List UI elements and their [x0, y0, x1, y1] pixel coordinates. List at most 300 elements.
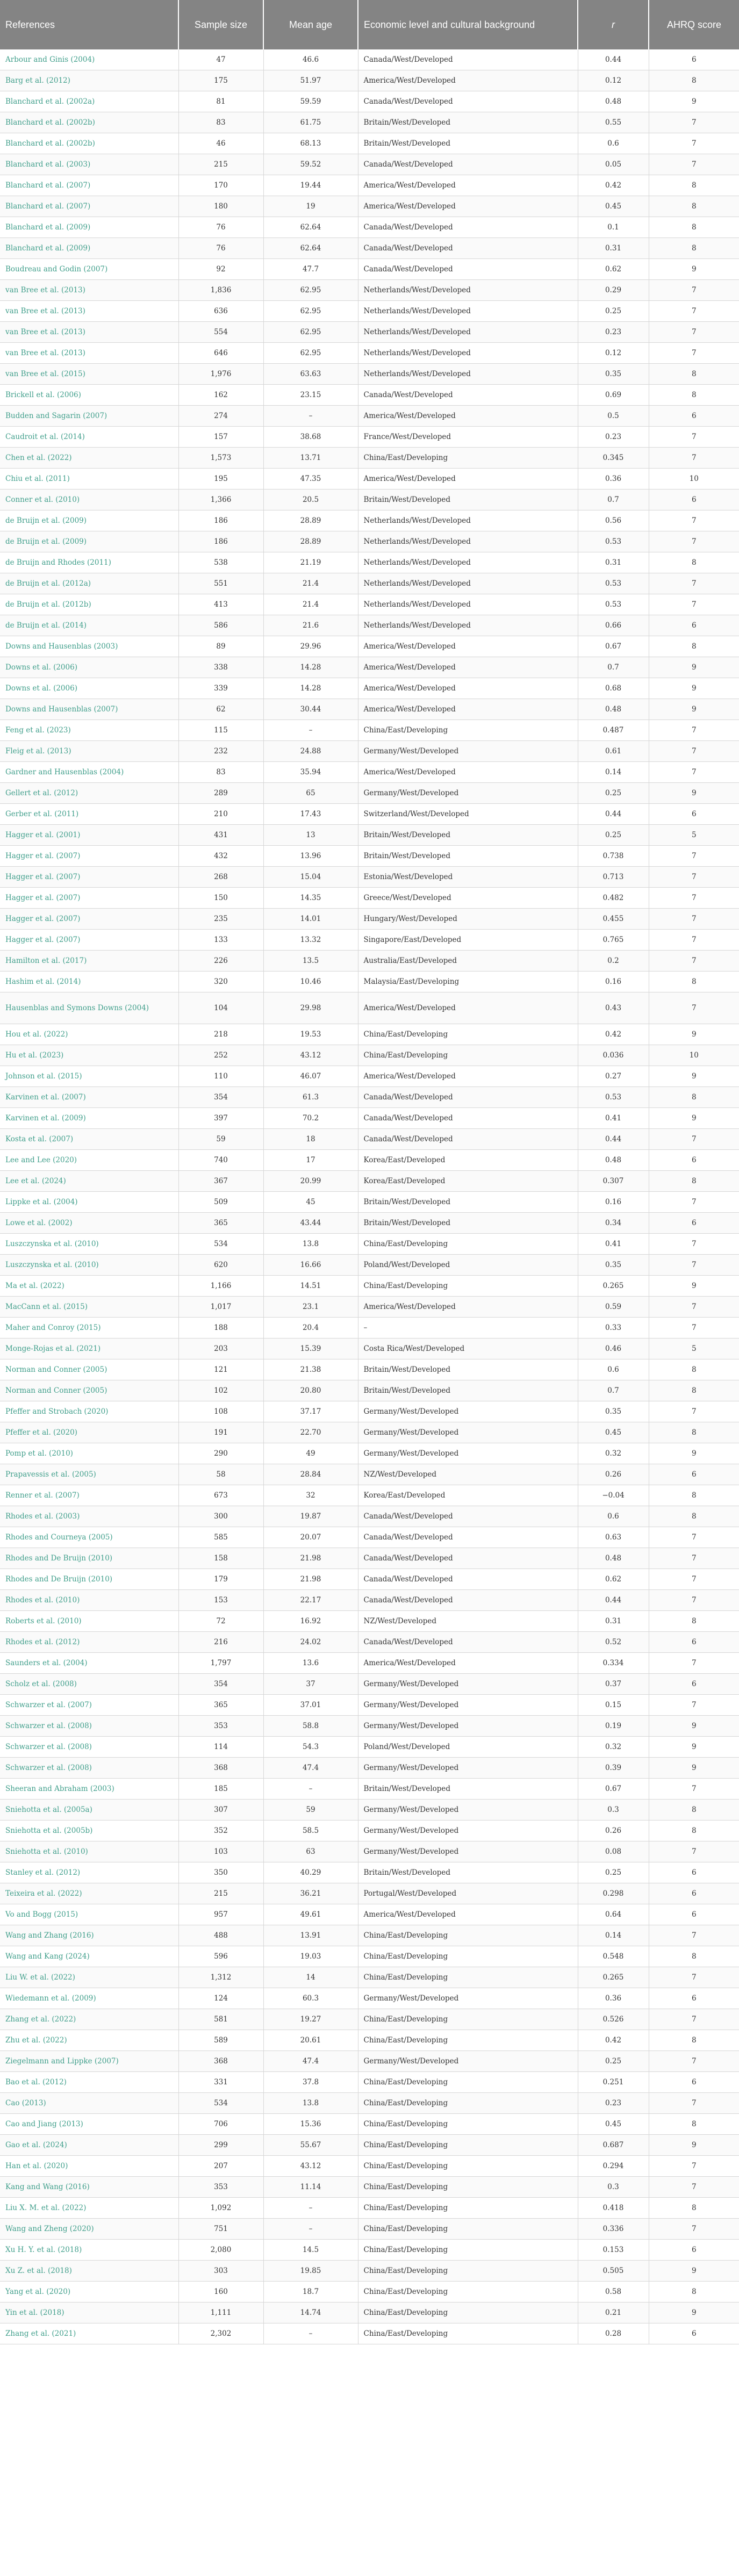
reference-link[interactable]: Lee and Lee (2020)	[0, 1150, 178, 1171]
reference-link[interactable]: Johnson et al. (2015)	[0, 1066, 178, 1087]
reference-link[interactable]: Hagger et al. (2007)	[0, 867, 178, 888]
economic-level-cell: Britain/West/Developed	[358, 1192, 578, 1213]
reference-link[interactable]: Hagger et al. (2007)	[0, 909, 178, 930]
sample-size-cell: 104	[178, 992, 263, 1024]
mean-age-cell: 58.8	[263, 1716, 358, 1737]
reference-link[interactable]: Kosta et al. (2007)	[0, 1129, 178, 1150]
ahrq-score-cell: 7	[649, 133, 739, 154]
reference-link[interactable]: Maher and Conroy (2015)	[0, 1318, 178, 1339]
reference-link[interactable]: Blanchard et al. (2007)	[0, 175, 178, 196]
mean-age-cell: 37.17	[263, 1401, 358, 1422]
ahrq-score-cell: 7	[649, 2219, 739, 2240]
reference-link[interactable]: Luszczynska et al. (2010)	[0, 1234, 178, 1255]
r-cell: 0.35	[578, 364, 649, 385]
header-economic-level: Economic level and cultural background	[358, 0, 578, 49]
r-cell: 0.15	[578, 1695, 649, 1716]
ahrq-score-cell: 7	[649, 1569, 739, 1590]
reference-link[interactable]: de Bruijn and Rhodes (2011)	[0, 552, 178, 573]
reference-link[interactable]: Downs and Hausenblas (2007)	[0, 699, 178, 720]
table-row	[0, 531, 739, 552]
reference-link[interactable]: Sheeran and Abraham (2003)	[0, 1779, 178, 1800]
reference-link[interactable]: Cao (2013)	[0, 2093, 178, 2114]
ahrq-score-cell: 8	[649, 2114, 739, 2135]
sample-size-cell: 124	[178, 1988, 263, 2009]
sample-size-cell: 47	[178, 49, 263, 70]
table-row	[0, 2302, 739, 2323]
reference-link[interactable]: Hou et al. (2022)	[0, 1024, 178, 1045]
economic-level-cell: Netherlands/West/Developed	[358, 552, 578, 573]
reference-link[interactable]: Schwarzer et al. (2008)	[0, 1758, 178, 1779]
reference-link[interactable]: Xu Z. et al. (2018)	[0, 2261, 178, 2282]
sample-size-cell: 158	[178, 1548, 263, 1569]
sample-size-cell: 59	[178, 1129, 263, 1150]
reference-link[interactable]: Rhodes et al. (2003)	[0, 1506, 178, 1527]
reference-link[interactable]: Blanchard et al. (2003)	[0, 154, 178, 175]
mean-age-cell: –	[263, 2323, 358, 2344]
reference-link[interactable]: Xu H. Y. et al. (2018)	[0, 2240, 178, 2261]
reference-link[interactable]: Blanchard et al. (2002a)	[0, 91, 178, 112]
reference-link[interactable]: Liu W. et al. (2022)	[0, 1967, 178, 1988]
reference-link[interactable]: Kang and Wang (2016)	[0, 2177, 178, 2198]
mean-age-cell: 13	[263, 825, 358, 846]
reference-link[interactable]: Sniehotta et al. (2010)	[0, 1841, 178, 1862]
economic-level-cell: China/East/Developing	[358, 2156, 578, 2177]
r-cell: 0.14	[578, 1925, 649, 1946]
sample-size-cell: 115	[178, 720, 263, 741]
sample-size-cell: 160	[178, 2282, 263, 2302]
table-row	[0, 364, 739, 385]
economic-level-cell: Netherlands/West/Developed	[358, 343, 578, 364]
economic-level-cell: Poland/West/Developed	[358, 1737, 578, 1758]
sample-size-cell: 354	[178, 1087, 263, 1108]
mean-age-cell: 16.92	[263, 1611, 358, 1632]
economic-level-cell: Britain/West/Developed	[358, 1359, 578, 1380]
reference-link[interactable]: Wang and Zhang (2016)	[0, 1925, 178, 1946]
economic-level-cell: China/East/Developing	[358, 1024, 578, 1045]
reference-link[interactable]: Cao and Jiang (2013)	[0, 2114, 178, 2135]
ahrq-score-cell: 7	[649, 930, 739, 951]
reference-link[interactable]: Norman and Conner (2005)	[0, 1359, 178, 1380]
economic-level-cell: Germany/West/Developed	[358, 1401, 578, 1422]
reference-link[interactable]: Rhodes et al. (2010)	[0, 1590, 178, 1611]
economic-level-cell: America/West/Developed	[358, 1297, 578, 1318]
reference-link[interactable]: Arbour and Ginis (2004)	[0, 49, 178, 70]
reference-link[interactable]: Rhodes et al. (2012)	[0, 1632, 178, 1653]
reference-link[interactable]: de Bruijn et al. (2009)	[0, 510, 178, 531]
economic-level-cell: Britain/West/Developed	[358, 112, 578, 133]
reference-link[interactable]: Ma et al. (2022)	[0, 1276, 178, 1297]
reference-link[interactable]: Blanchard et al. (2002b)	[0, 133, 178, 154]
mean-age-cell: 62.64	[263, 238, 358, 259]
r-cell: 0.29	[578, 280, 649, 301]
sample-size-cell: 103	[178, 1841, 263, 1862]
economic-level-cell: Germany/West/Developed	[358, 1800, 578, 1821]
r-cell: 0.08	[578, 1841, 649, 1862]
r-cell: 0.23	[578, 322, 649, 343]
economic-level-cell: Canada/West/Developed	[358, 238, 578, 259]
mean-age-cell: –	[263, 2198, 358, 2219]
reference-link[interactable]: Rhodes and Courneya (2005)	[0, 1527, 178, 1548]
reference-link[interactable]: Luszczynska et al. (2010)	[0, 1255, 178, 1276]
r-cell: 0.526	[578, 2009, 649, 2030]
reference-link[interactable]: Saunders et al. (2004)	[0, 1653, 178, 1674]
r-cell: 0.32	[578, 1737, 649, 1758]
sample-size-cell: 673	[178, 1485, 263, 1506]
reference-link[interactable]: Bao et al. (2012)	[0, 2072, 178, 2093]
reference-link[interactable]: Lowe et al. (2002)	[0, 1213, 178, 1234]
reference-link[interactable]: Hu et al. (2023)	[0, 1045, 178, 1066]
sample-size-cell: 488	[178, 1925, 263, 1946]
table-row	[0, 469, 739, 490]
mean-age-cell: 47.35	[263, 469, 358, 490]
sample-size-cell: 289	[178, 783, 263, 804]
sample-size-cell: 268	[178, 867, 263, 888]
reference-link[interactable]: Downs et al. (2006)	[0, 657, 178, 678]
ahrq-score-cell: 8	[649, 70, 739, 91]
mean-age-cell: 61.75	[263, 112, 358, 133]
ahrq-score-cell: 7	[649, 2156, 739, 2177]
reference-link[interactable]: Gao et al. (2024)	[0, 2135, 178, 2156]
economic-level-cell: China/East/Developing	[358, 2282, 578, 2302]
reference-link[interactable]: Conner et al. (2010)	[0, 490, 178, 510]
table-row	[0, 2261, 739, 2282]
reference-link[interactable]: Gellert et al. (2012)	[0, 783, 178, 804]
mean-age-cell: 19.27	[263, 2009, 358, 2030]
sample-size-cell: 83	[178, 112, 263, 133]
r-cell: 0.05	[578, 154, 649, 175]
table-row	[0, 448, 739, 469]
mean-age-cell: 62.95	[263, 343, 358, 364]
ahrq-score-cell: 7	[649, 594, 739, 615]
reference-link[interactable]: Hagger et al. (2001)	[0, 825, 178, 846]
reference-link[interactable]: Norman and Conner (2005)	[0, 1380, 178, 1401]
reference-link[interactable]: Blanchard et al. (2007)	[0, 196, 178, 217]
mean-age-cell: 14.51	[263, 1276, 358, 1297]
reference-link[interactable]: Blanchard et al. (2009)	[0, 238, 178, 259]
reference-link[interactable]: Hashim et al. (2014)	[0, 972, 178, 992]
r-cell: 0.307	[578, 1171, 649, 1192]
sample-size-cell: 365	[178, 1695, 263, 1716]
reference-link[interactable]: van Bree et al. (2013)	[0, 280, 178, 301]
reference-link[interactable]: Roberts et al. (2010)	[0, 1611, 178, 1632]
reference-link[interactable]: Monge-Rojas et al. (2021)	[0, 1339, 178, 1359]
reference-link[interactable]: Scholz et al. (2008)	[0, 1674, 178, 1695]
sample-size-cell: 1,312	[178, 1967, 263, 1988]
reference-link[interactable]: van Bree et al. (2013)	[0, 343, 178, 364]
mean-age-cell: 62.95	[263, 280, 358, 301]
ahrq-score-cell: 7	[649, 1548, 739, 1569]
mean-age-cell: 14.5	[263, 2240, 358, 2261]
table-row	[0, 1925, 739, 1946]
reference-link[interactable]: Budden and Sagarin (2007)	[0, 406, 178, 427]
economic-level-cell: China/East/Developing	[358, 1045, 578, 1066]
reference-link[interactable]: Fleig et al. (2013)	[0, 741, 178, 762]
economic-level-cell: China/East/Developing	[358, 2093, 578, 2114]
sample-size-cell: 354	[178, 1674, 263, 1695]
sample-size-cell: 534	[178, 1234, 263, 1255]
mean-age-cell: 45	[263, 1192, 358, 1213]
table-row	[0, 154, 739, 175]
reference-link[interactable]: Schwarzer et al. (2007)	[0, 1695, 178, 1716]
reference-link[interactable]: Zhu et al. (2022)	[0, 2030, 178, 2051]
sample-size-cell: 207	[178, 2156, 263, 2177]
reference-link[interactable]: Ziegelmann and Lippke (2007)	[0, 2051, 178, 2072]
table-row	[0, 1967, 739, 1988]
r-cell: 0.62	[578, 259, 649, 280]
sample-size-cell: 185	[178, 1779, 263, 1800]
ahrq-score-cell: 8	[649, 1800, 739, 1821]
reference-link[interactable]: Wang and Kang (2024)	[0, 1946, 178, 1967]
reference-link[interactable]: van Bree et al. (2015)	[0, 364, 178, 385]
reference-link[interactable]: de Bruijn et al. (2012b)	[0, 594, 178, 615]
reference-link[interactable]: Wang and Zheng (2020)	[0, 2219, 178, 2240]
table-row	[0, 1045, 739, 1066]
table-row	[0, 1129, 739, 1150]
mean-age-cell: 54.3	[263, 1737, 358, 1758]
ahrq-score-cell: 8	[649, 2282, 739, 2302]
reference-link[interactable]: Hausenblas and Symons Downs (2004)	[0, 992, 178, 1024]
economic-level-cell: NZ/West/Developed	[358, 1611, 578, 1632]
r-cell: 0.455	[578, 909, 649, 930]
r-cell: 0.713	[578, 867, 649, 888]
sample-size-cell: 274	[178, 406, 263, 427]
mean-age-cell: 19	[263, 196, 358, 217]
reference-link[interactable]: Caudroit et al. (2014)	[0, 427, 178, 448]
table-row	[0, 2030, 739, 2051]
reference-link[interactable]: Vo and Bogg (2015)	[0, 1904, 178, 1925]
reference-link[interactable]: van Bree et al. (2013)	[0, 301, 178, 322]
mean-age-cell: –	[263, 406, 358, 427]
table-row	[0, 1904, 739, 1925]
mean-age-cell: 19.44	[263, 175, 358, 196]
sample-size-cell: 195	[178, 469, 263, 490]
economic-level-cell: Canada/West/Developed	[358, 49, 578, 70]
sample-size-cell: 397	[178, 1108, 263, 1129]
economic-level-cell: Germany/West/Developed	[358, 1758, 578, 1779]
reference-link[interactable]: Sniehotta et al. (2005b)	[0, 1821, 178, 1841]
ahrq-score-cell: 7	[649, 154, 739, 175]
table-row	[0, 1695, 739, 1716]
table-row	[0, 2282, 739, 2302]
ahrq-score-cell: 7	[649, 720, 739, 741]
reference-link[interactable]: Yin et al. (2018)	[0, 2302, 178, 2323]
sample-size-cell: 751	[178, 2219, 263, 2240]
sample-size-cell: 1,166	[178, 1276, 263, 1297]
r-cell: 0.687	[578, 2135, 649, 2156]
r-cell: 0.345	[578, 448, 649, 469]
economic-level-cell: Hungary/West/Developed	[358, 909, 578, 930]
reference-link[interactable]: Hamilton et al. (2017)	[0, 951, 178, 972]
ahrq-score-cell: 7	[649, 888, 739, 909]
ahrq-score-cell: 7	[649, 427, 739, 448]
ahrq-score-cell: 7	[649, 2009, 739, 2030]
reference-link[interactable]: Lee et al. (2024)	[0, 1171, 178, 1192]
reference-link[interactable]: Barg et al. (2012)	[0, 70, 178, 91]
ahrq-score-cell: 9	[649, 259, 739, 280]
economic-level-cell: Korea/East/Developed	[358, 1150, 578, 1171]
reference-link[interactable]: Sniehotta et al. (2005a)	[0, 1800, 178, 1821]
reference-link[interactable]: Han et al. (2020)	[0, 2156, 178, 2177]
ahrq-score-cell: 8	[649, 1422, 739, 1443]
ahrq-score-cell: 8	[649, 1359, 739, 1380]
reference-link[interactable]: Gerber et al. (2011)	[0, 804, 178, 825]
sample-size-cell: 353	[178, 2177, 263, 2198]
reference-link[interactable]: Hagger et al. (2007)	[0, 888, 178, 909]
table-row	[0, 196, 739, 217]
mean-age-cell: 21.4	[263, 594, 358, 615]
reference-link[interactable]: Rhodes and De Bruijn (2010)	[0, 1569, 178, 1590]
economic-level-cell: Germany/West/Developed	[358, 1716, 578, 1737]
ahrq-score-cell: 8	[649, 1821, 739, 1841]
economic-level-cell: Germany/West/Developed	[358, 2051, 578, 2072]
r-cell: 0.32	[578, 1443, 649, 1464]
table-row	[0, 615, 739, 636]
r-cell: 0.53	[578, 531, 649, 552]
reference-link[interactable]: Renner et al. (2007)	[0, 1485, 178, 1506]
r-cell: 0.6	[578, 1506, 649, 1527]
ahrq-score-cell: 8	[649, 217, 739, 238]
ahrq-score-cell: 7	[649, 448, 739, 469]
sample-size-cell: 353	[178, 1716, 263, 1737]
reference-link[interactable]: Lippke et al. (2004)	[0, 1192, 178, 1213]
reference-link[interactable]: Pomp et al. (2010)	[0, 1443, 178, 1464]
reference-link[interactable]: Downs and Hausenblas (2003)	[0, 636, 178, 657]
ahrq-score-cell: 5	[649, 1339, 739, 1359]
mean-age-cell: 14.35	[263, 888, 358, 909]
reference-link[interactable]: Zhang et al. (2021)	[0, 2323, 178, 2344]
reference-link[interactable]: Stanley et al. (2012)	[0, 1862, 178, 1883]
r-cell: 0.16	[578, 972, 649, 992]
ahrq-score-cell: 9	[649, 1276, 739, 1297]
table-row	[0, 1548, 739, 1569]
sample-size-cell: 1,092	[178, 2198, 263, 2219]
sample-size-cell: 180	[178, 196, 263, 217]
mean-age-cell: 16.66	[263, 1255, 358, 1276]
reference-link[interactable]: MacCann et al. (2015)	[0, 1297, 178, 1318]
reference-link[interactable]: Schwarzer et al. (2008)	[0, 1737, 178, 1758]
reference-link[interactable]: Karvinen et al. (2007)	[0, 1087, 178, 1108]
ahrq-score-cell: 8	[649, 2198, 739, 2219]
reference-link[interactable]: Chiu et al. (2011)	[0, 469, 178, 490]
reference-link[interactable]: Yang et al. (2020)	[0, 2282, 178, 2302]
r-cell: 0.31	[578, 238, 649, 259]
table-row	[0, 238, 739, 259]
reference-link[interactable]: Hagger et al. (2007)	[0, 846, 178, 867]
reference-link[interactable]: de Bruijn et al. (2012a)	[0, 573, 178, 594]
table-row	[0, 1946, 739, 1967]
economic-level-cell: Britain/West/Developed	[358, 846, 578, 867]
mean-age-cell: 62.95	[263, 301, 358, 322]
table-row	[0, 510, 739, 531]
reference-link[interactable]: Schwarzer et al. (2008)	[0, 1716, 178, 1737]
ahrq-score-cell: 7	[649, 867, 739, 888]
reference-link[interactable]: Karvinen et al. (2009)	[0, 1108, 178, 1129]
reference-link[interactable]: Wiedemann et al. (2009)	[0, 1988, 178, 2009]
ahrq-score-cell: 8	[649, 364, 739, 385]
r-cell: 0.294	[578, 2156, 649, 2177]
ahrq-score-cell: 9	[649, 2261, 739, 2282]
economic-level-cell: America/West/Developed	[358, 762, 578, 783]
mean-age-cell: 28.89	[263, 510, 358, 531]
economic-level-cell: America/West/Developed	[358, 70, 578, 91]
mean-age-cell: 22.70	[263, 1422, 358, 1443]
mean-age-cell: 47.4	[263, 1758, 358, 1779]
ahrq-score-cell: 9	[649, 678, 739, 699]
reference-link[interactable]: Hagger et al. (2007)	[0, 930, 178, 951]
ahrq-score-cell: 7	[649, 1401, 739, 1422]
reference-link[interactable]: Prapavessis et al. (2005)	[0, 1464, 178, 1485]
mean-age-cell: 22.17	[263, 1590, 358, 1611]
ahrq-score-cell: 7	[649, 1967, 739, 1988]
economic-level-cell: China/East/Developing	[358, 1276, 578, 1297]
r-cell: 0.53	[578, 573, 649, 594]
reference-link[interactable]: Teixeira et al. (2022)	[0, 1883, 178, 1904]
reference-link[interactable]: Blanchard et al. (2002b)	[0, 112, 178, 133]
sample-size-cell: 191	[178, 1422, 263, 1443]
table-row	[0, 49, 739, 70]
r-cell: 0.7	[578, 657, 649, 678]
economic-level-cell: Britain/West/Developed	[358, 825, 578, 846]
table-row	[0, 951, 739, 972]
reference-link[interactable]: Feng et al. (2023)	[0, 720, 178, 741]
r-cell: 0.765	[578, 930, 649, 951]
r-cell: 0.39	[578, 1758, 649, 1779]
mean-age-cell: 13.8	[263, 2093, 358, 2114]
economic-level-cell: China/East/Developing	[358, 2072, 578, 2093]
reference-link[interactable]: Rhodes and De Bruijn (2010)	[0, 1548, 178, 1569]
reference-link[interactable]: Gardner and Hausenblas (2004)	[0, 762, 178, 783]
sample-size-cell: 740	[178, 1150, 263, 1171]
mean-age-cell: –	[263, 1779, 358, 1800]
reference-link[interactable]: Zhang et al. (2022)	[0, 2009, 178, 2030]
r-cell: 0.505	[578, 2261, 649, 2282]
r-cell: 0.64	[578, 1904, 649, 1925]
sample-size-cell: 367	[178, 1171, 263, 1192]
ahrq-score-cell: 7	[649, 573, 739, 594]
reference-link[interactable]: Blanchard et al. (2009)	[0, 217, 178, 238]
r-cell: 0.41	[578, 1108, 649, 1129]
reference-link[interactable]: Brickell et al. (2006)	[0, 385, 178, 406]
reference-link[interactable]: Liu X. M. et al. (2022)	[0, 2198, 178, 2219]
r-cell: 0.19	[578, 1716, 649, 1737]
economic-level-cell: Canada/West/Developed	[358, 154, 578, 175]
mean-age-cell: 21.19	[263, 552, 358, 573]
ahrq-score-cell: 7	[649, 531, 739, 552]
reference-link[interactable]: de Bruijn et al. (2014)	[0, 615, 178, 636]
reference-link[interactable]: Boudreau and Godin (2007)	[0, 259, 178, 280]
economic-level-cell: Netherlands/West/Developed	[358, 510, 578, 531]
r-cell: 0.42	[578, 175, 649, 196]
mean-age-cell: 29.96	[263, 636, 358, 657]
sample-size-cell: 179	[178, 1569, 263, 1590]
ahrq-score-cell: 9	[649, 2302, 739, 2323]
reference-link[interactable]: Downs et al. (2006)	[0, 678, 178, 699]
table-row	[0, 1862, 739, 1883]
reference-link[interactable]: Chen et al. (2022)	[0, 448, 178, 469]
reference-link[interactable]: Pfeffer et al. (2020)	[0, 1422, 178, 1443]
r-cell: 0.68	[578, 678, 649, 699]
reference-link[interactable]: Pfeffer and Strobach (2020)	[0, 1401, 178, 1422]
r-cell: 0.7	[578, 1380, 649, 1401]
sample-size-cell: 81	[178, 91, 263, 112]
reference-link[interactable]: de Bruijn et al. (2009)	[0, 531, 178, 552]
sample-size-cell: 102	[178, 1380, 263, 1401]
r-cell: 0.48	[578, 91, 649, 112]
sample-size-cell: 133	[178, 930, 263, 951]
reference-link[interactable]: van Bree et al. (2013)	[0, 322, 178, 343]
mean-age-cell: –	[263, 720, 358, 741]
r-cell: 0.25	[578, 2051, 649, 2072]
